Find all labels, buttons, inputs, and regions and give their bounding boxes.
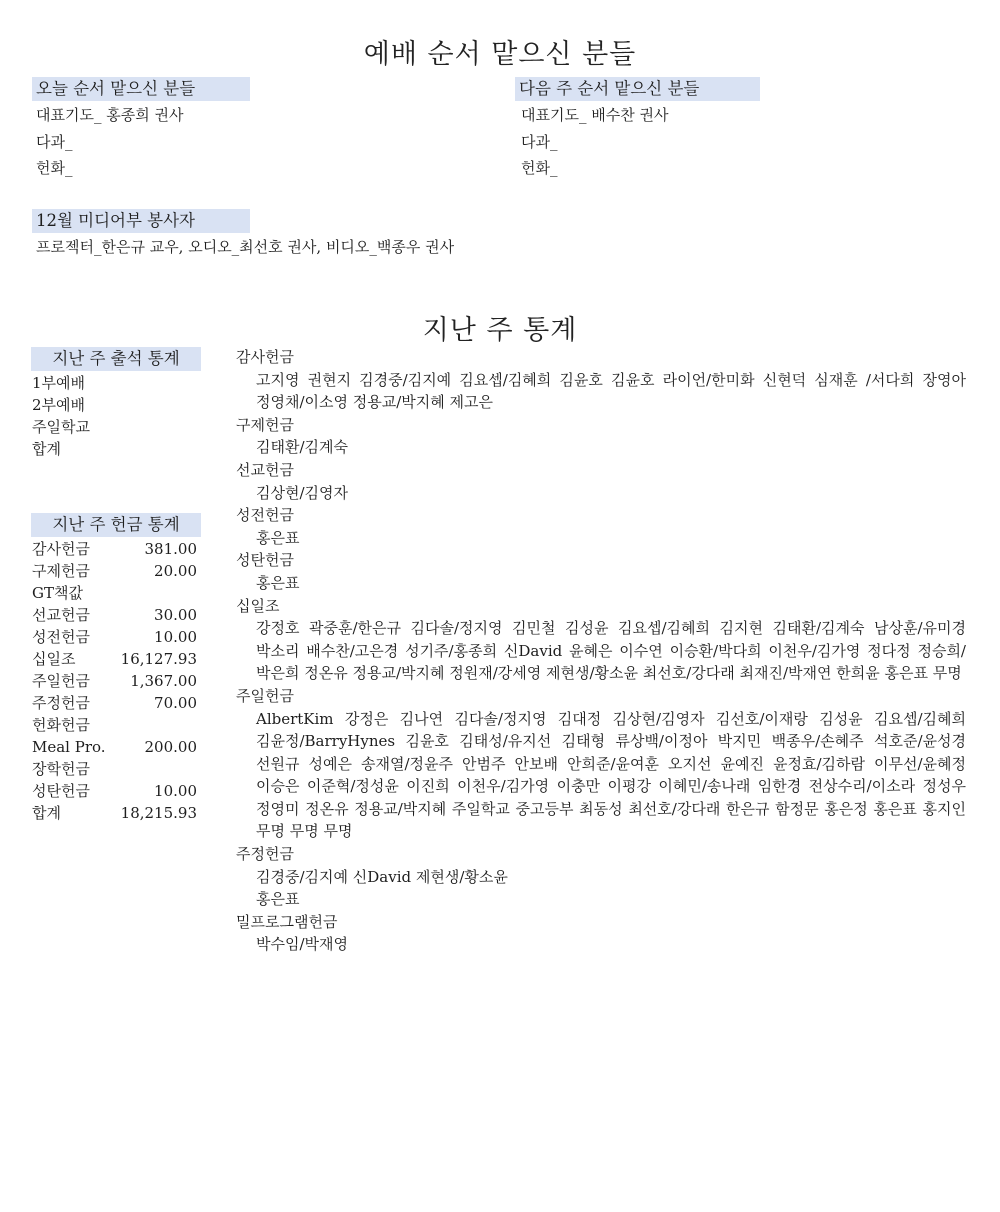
stats-row: Meal Pro. 200.00 [32, 738, 197, 756]
offering-stats-header: 지난 주 헌금 통계 [31, 513, 201, 537]
offering-names: 박수임/박재영 [256, 935, 348, 954]
stats-row: 주정헌금 70.00 [32, 694, 197, 712]
today-header: 오늘 순서 맡으신 분들 [32, 77, 250, 101]
offering-category: 주일헌금 [236, 686, 294, 705]
offering-category: 구제헌금 [236, 415, 294, 434]
today-flowers: 헌화_ [36, 159, 73, 177]
stats-row: 합계 18,215.93 [32, 804, 197, 822]
stats-row: 선교헌금 30.00 [32, 606, 197, 624]
attendance-row: 합계 [32, 440, 61, 458]
attendance-row: 2부예배 [32, 396, 86, 414]
offering-names-list [236, 346, 966, 956]
offering-category: 십일조 [236, 596, 280, 615]
media-volunteers: 프로젝터_한은규 교우, 오디오_최선호 권사, 비디오_백종우 권사 [36, 238, 455, 256]
stats-row: 성탄헌금 10.00 [32, 782, 197, 800]
offering-category: 성전헌금 [236, 506, 294, 525]
attendance-row: 1부예배 [32, 374, 86, 392]
offering-names: 김경중/김지예 신David 제현생/황소윤 [256, 867, 508, 886]
offering-names: 홍은표 [256, 573, 300, 592]
service-title: 예배 순서 맡으신 분들 [363, 39, 637, 70]
offering-stats-table [32, 538, 197, 824]
offering-category: 감사헌금 [236, 348, 294, 366]
offering-category: 밀프로그램헌금 [236, 912, 338, 931]
offering-names: 홍은표 [256, 890, 300, 909]
offering-names: 홍은표 [256, 528, 300, 547]
offering-category: 선교헌금 [236, 460, 294, 479]
stats-row: 주일헌금 1,367.00 [32, 672, 197, 690]
next-week-header: 다음 주 순서 맡으신 분들 [515, 77, 760, 101]
next-week-prayer: 대표기도_ 배수찬 권사 [521, 106, 669, 124]
offering-names: 김태환/김계숙 [256, 438, 348, 457]
stats-row: 구제헌금 20.00 [32, 562, 197, 580]
today-prayer: 대표기도_ 홍종희 권사 [36, 106, 184, 124]
next-week-flowers: 헌화_ [521, 159, 558, 177]
offering-category: 성탄헌금 [236, 551, 294, 570]
attendance-row: 주일학교 [32, 418, 90, 436]
stats-title: 지난 주 통계 [422, 315, 578, 346]
attendance-header: 지난 주 출석 통계 [31, 347, 201, 371]
stats-row: GT책값 [32, 584, 83, 602]
next-week-refreshment: 다과_ [521, 133, 558, 151]
stats-row: 성전헌금 10.00 [32, 628, 197, 646]
stats-row: 감사헌금 381.00 [32, 540, 197, 558]
offering-names: 고지영 권현지 김경중/김지예 김요셉/김혜희 김윤호 김윤호 라이언/한미화 신현덕 심재훈 /서다희 장영아 정영채/이소영 정용교/박지혜 제고은 [256, 370, 966, 412]
media-header: 12월 미디어부 봉사자 [32, 209, 250, 233]
offering-category: 주정헌금 [236, 845, 294, 864]
offering-names: 김상현/김영자 [256, 483, 348, 502]
offering-names: 강정호 곽중훈/한은규 김다솔/정지영 김민철 김성윤 김요셉/김혜희 김지현 김태환/김계숙 남상훈/유미경 박소리 배수찬/고은경 성기주/홍종희 신David 윤혜은 이수연 이승환/박다희 이천우/김가영 정다정 정승희/박은희 정온유 정용교/박지혜 정원재/강세영 제현생/황소윤 최선호/강다래 최재진/박재연 한희윤 홍은표 무명 [256, 619, 966, 683]
attendance-table [32, 372, 197, 460]
offering-names: AlbertKim 강정은 김나연 김다솔/정지영 김대정 김상현/김영자 김선호/이재랑 김성윤 김요셉/김혜희 김윤정/BarryHynes 김윤호 김태성/유지선 김태형 류상백/이정아 박지민 백종우/손혜주 석호준/윤성경 선원규 성예은 송재열/정윤주 안범주 안보배 안희준/윤여훈 오지선 윤예진 윤정효/김하람 이무선/윤혜정 이승은 이준혁/정성윤 이진희 이천우/김가영 이충만 이평강 이혜민/송나래 임한경 전상수리/이소라 정성우 정영미 정온유 정용교/박지혜 주일학교 중고등부 최동성 최선호/강다래 한은규 함정문 홍은정 홍은표 홍지인 무명 무명 무명 [256, 709, 966, 841]
stats-row: 헌화헌금 [32, 716, 90, 734]
today-refreshment: 다과_ [36, 133, 73, 151]
stats-row: 장학헌금 [32, 760, 90, 778]
stats-row: 십일조 16,127.93 [32, 650, 197, 668]
